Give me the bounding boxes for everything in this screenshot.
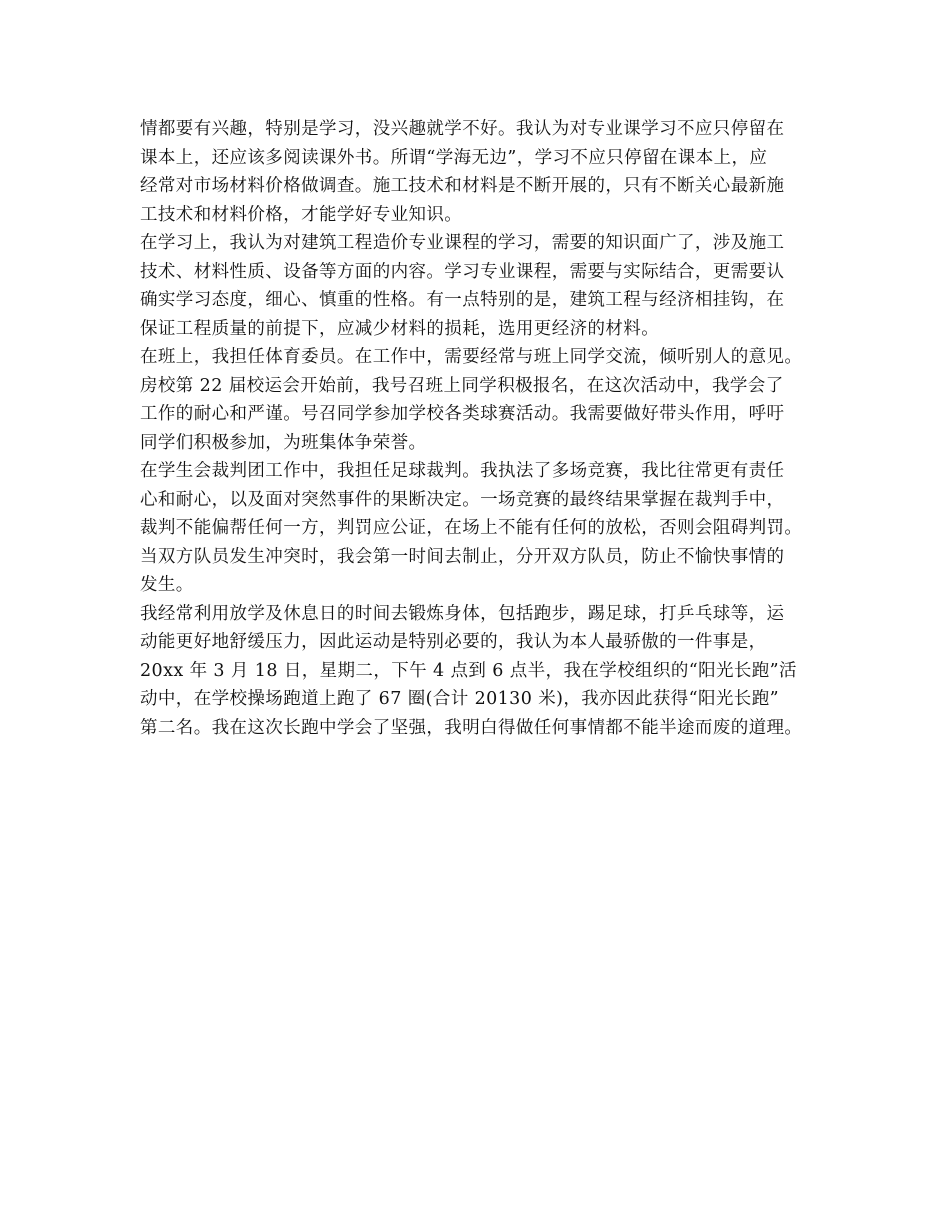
text-line: 裁判不能偏帮任何一方，判罚应公证，在场上不能有任何的放松，否则会阻碍判罚。 bbox=[140, 518, 803, 538]
text-line: 课本上，还应该多阅读课外书。所谓“学海无边”，学习不应只停留在课本上，应 bbox=[140, 147, 768, 168]
text-line: 在学习上，我认为对建筑工程造价专业课程的学习，需要的知识面广了，涉及施工 bbox=[140, 233, 785, 253]
document-body bbox=[140, 115, 830, 742]
text-line: 确实学习态度，细心、慎重的性格。有一点特别的是，建筑工程与经济相挂钩，在 bbox=[140, 290, 785, 310]
text-line: 当双方队员发生冲突时，我会第一时间去制止，分开双方队员，防止不愉快事情的 bbox=[140, 546, 785, 567]
text-line: 心和耐心，以及面对突然事件的果断决定。一场竞赛的最终结果掌握在裁判手中， bbox=[140, 489, 785, 510]
text-line: 在学生会裁判团工作中，我担任足球裁判。我执法了多场竞赛，我比往常更有责任 bbox=[140, 461, 785, 481]
text-line: 我经常利用放学及休息日的时间去锻炼身体，包括跑步，踢足球，打乒乓球等，运 bbox=[140, 603, 785, 624]
text-line: 第二名。我在这次长跑中学会了坚强，我明白得做任何事情都不能半途而废的道理。 bbox=[140, 717, 803, 738]
text-line: 房校第 22 届校运会开始前，我号召班上同学积极报名，在这次活动中，我学会了 bbox=[140, 375, 784, 396]
text-line: 同学们积极参加，为班集体争荣誉。 bbox=[140, 432, 427, 453]
text-line: 20xx 年 3 月 18 日，星期二，下午 4 点到 6 点半，我在学校组织的“阳光长跑”活 bbox=[140, 660, 797, 681]
text-line: 情都要有兴趣，特别是学习，没兴趣就学不好。我认为对专业课学习不应只停留在 bbox=[140, 119, 785, 139]
text-line: 在班上，我担任体育委员。在工作中，需要经常与班上同学交流，倾听别人的意见。 bbox=[140, 347, 803, 367]
text-line: 发生。 bbox=[140, 575, 194, 595]
text-line: 工作的耐心和严谨。号召同学参加学校各类球赛活动。我需要做好带头作用，呼吁 bbox=[140, 404, 785, 424]
text-line: 工技术和材料价格，才能学好专业知识。 bbox=[140, 204, 463, 225]
text-line: 经常对市场材料价格做调查。施工技术和材料是不断开展的，只有不断关心最新施 bbox=[140, 176, 785, 196]
text-line: 保证工程质量的前提下，应减少材料的损耗，选用更经济的材料。 bbox=[140, 318, 660, 339]
text-line: 技术、材料性质、设备等方面的内容。学习专业课程，需要与实际结合，更需要认 bbox=[140, 261, 785, 282]
text-line: 动能更好地舒缓压力，因此运动是特别必要的，我认为本人最骄傲的一件事是， bbox=[140, 632, 767, 652]
text-line: 动中，在学校操场跑道上跑了 67 圈(合计 20130 米)，我亦因此获得“阳光长跑” bbox=[140, 689, 779, 709]
